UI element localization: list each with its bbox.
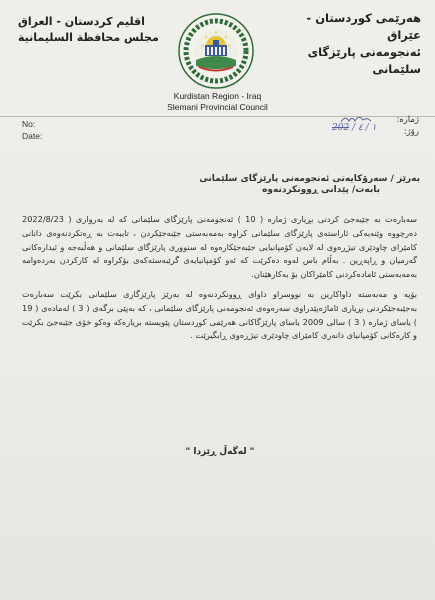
date-label: Date: (22, 131, 43, 141)
addressee-line: بەرێز / سەرۆکایەتی ئەنجومەنی پارێزگای سلێمانی (199, 174, 420, 184)
arabic-header-line-1: اقليم كردستان - العراق (18, 15, 145, 28)
subject-line: بابەت/ پێدانی ڕوونکردنەوە (262, 185, 380, 195)
english-header (130, 91, 305, 113)
kurdish-header-line-1: هەرێمی کوردستان - عێراق (306, 11, 421, 42)
kurdish-date-label: رۆژ: (403, 127, 419, 137)
english-header-line-2: Slemani Provincial Council (167, 102, 268, 112)
handwritten-date-struck: 202 (332, 123, 350, 133)
kurdish-number-label: ژمارە: (396, 115, 419, 125)
body-paragraph-1-part-1: سەبارەت بە جێبەجێ کردنی بڕیاری ژمارە ( 10 ) ئەنجومەنی پارێزگای سلێمانی کە لە بەرواری ( (63, 214, 417, 224)
body-paragraph-2: بۆیە و مەبەسته داواکارین بە نووسراو داوای ڕوونکردنەوە لە بەرێز پارێزگاری سلێمانی بکرێت سەبارەت بەجێبەجێکردنی بڕیاری ئاماژەپێدراوی سەرەوەی ئەنجومەنی پارێزگای سلێمانی ، کە بەپێی برگەی ( 3 ) لەمادەی ( 19 ) یاسای ژمارە ( 3 ) سالی 2009 یاسای پارێزگاکانی هەرێمی کوردستان پێویستە بریارەکە وەکو خۆی جێبەجێ بکرێت و کارەکانی کۆمپانیای دانەری کامێرای چاودێری تیژڕەوی ڕابگیرێت . (22, 288, 417, 341)
subject-block (110, 174, 420, 196)
reference-labels-en (22, 118, 42, 142)
closing-regards: " لەگەڵ ڕێزدا " (185, 447, 255, 457)
kurdish-header-line-2: ئەنجومەنی پارێزگای سلێمانی (307, 45, 421, 76)
handwritten-date (332, 123, 396, 135)
handwritten-date-value: / ١ / ٤ (352, 123, 377, 133)
kurdish-header (271, 10, 421, 78)
english-header-line-1: Kurdistan Region - Iraq (173, 91, 262, 101)
arabic-header-line-2: مجلس محافظة السليمانية (18, 31, 159, 44)
no-label: No: (22, 119, 36, 129)
letter-body (22, 213, 417, 349)
arabic-header (18, 14, 168, 46)
body-paragraph-1 (22, 213, 417, 282)
body-paragraph-1-part-2: دەرچووە وێنەیەکی ئاراستەی پارێزگای سلێمانی کراوە بەمەبەستی جێبەجێکردن ، تایبەت بە ڕەتکردنەوەی دانانی کامێرای چاودێری تیژڕەوی لە لایەن کۆمپانیایی جێبەجێکارەوە لە سنووری پارێزگای سلێمانی و هەڵبەجە و ئیدارەکانی گەرمیان و ڕاپەڕین . بەڵام باس لەوە دەکرێت کە ئەو کۆمپانیایەی گرێبەستەکەی بۆکراوە لە کارکردن بەردەوامە بەمەبەستی ئامادەکردنی کامێراکان بۆ بەکارهێنان. (22, 227, 417, 280)
council-logo-icon (177, 12, 255, 90)
decision-date: 2022/8/23 (22, 214, 64, 224)
